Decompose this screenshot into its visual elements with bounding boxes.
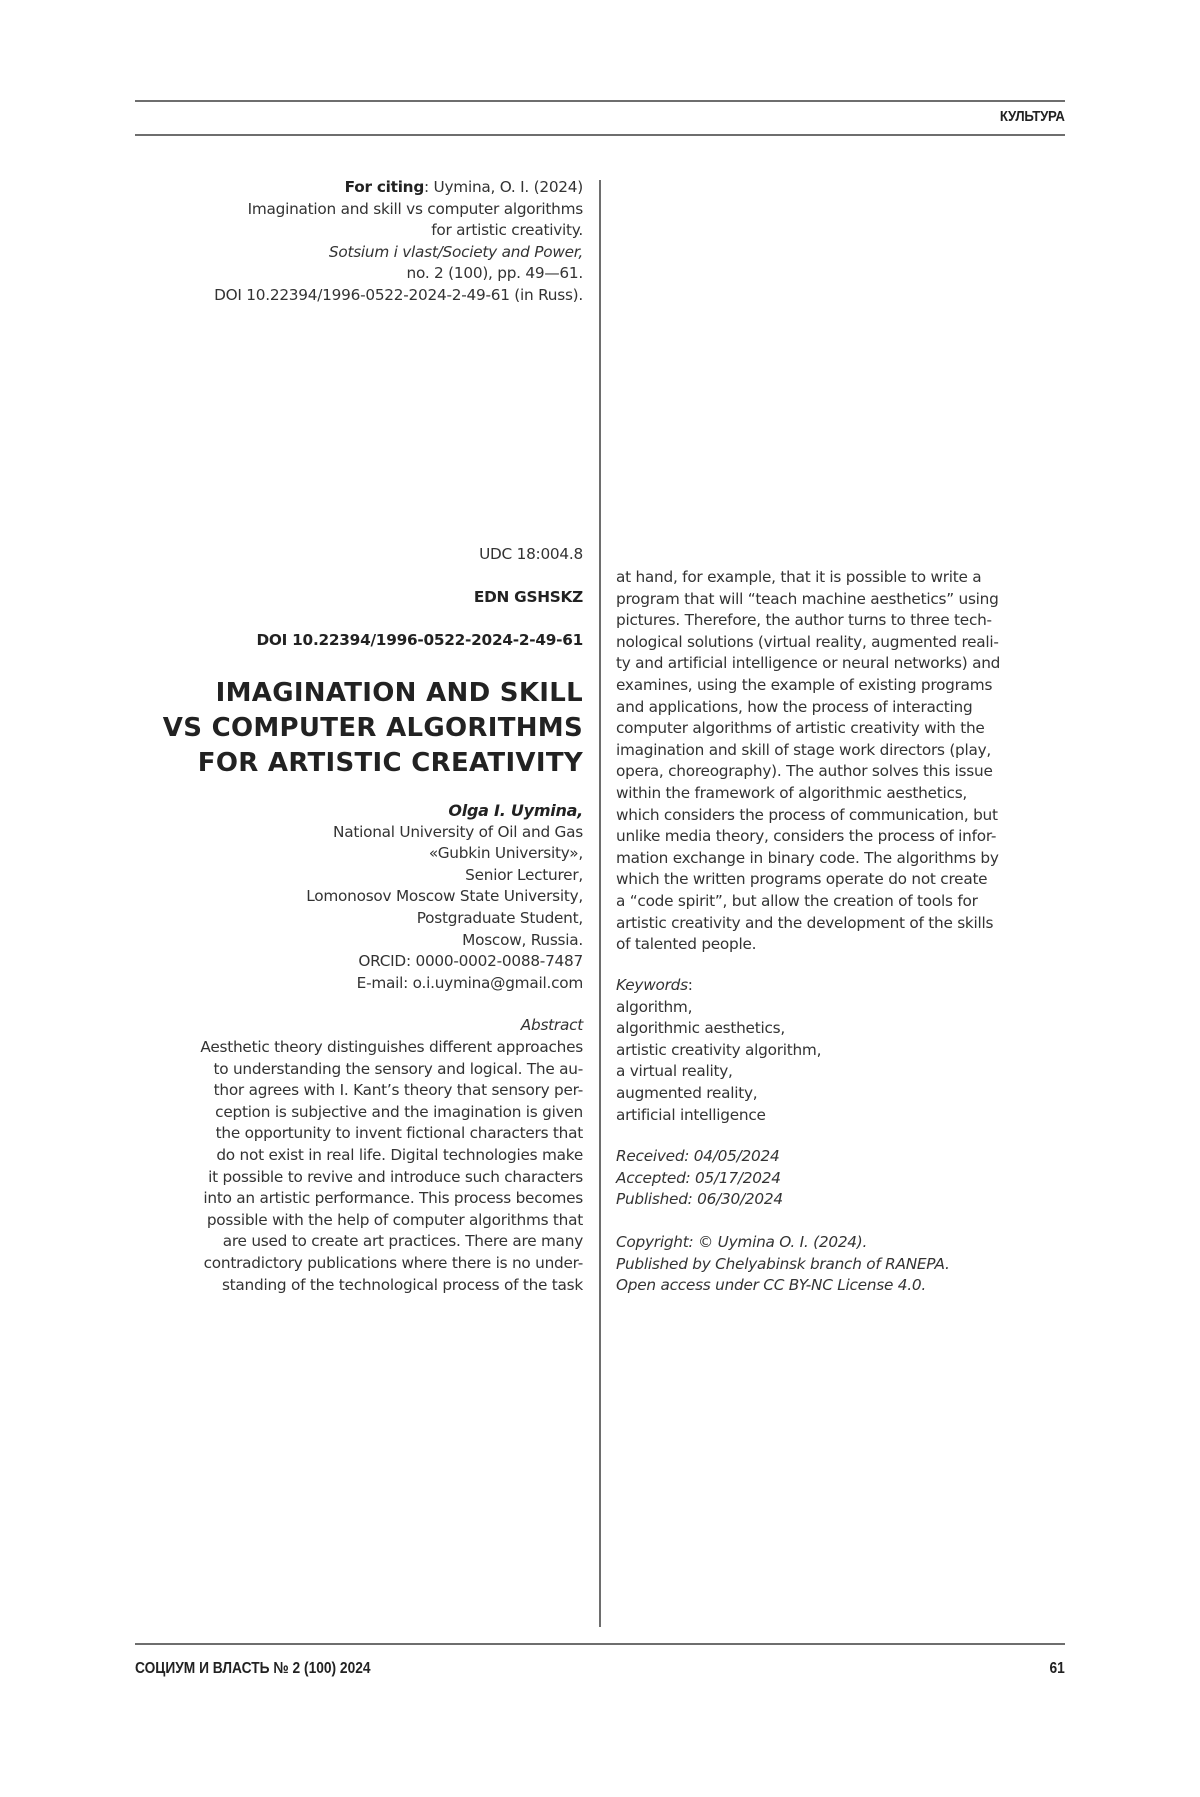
doi-link[interactable]: DOI 10.22394/1996-0522-2024-2-49-61 (256, 631, 583, 649)
author-block (135, 800, 583, 994)
abstract-line: to understanding the sensory and logical. The au- (213, 1059, 583, 1078)
keyword-item: algorithmic aesthetics, (616, 1019, 785, 1038)
published-date: Published: 06/30/2024 (616, 1190, 783, 1209)
abstract-line: at hand, for example, that it is possible to write a (616, 568, 982, 586)
author-affiliation: National University of Oil and Gas (333, 822, 583, 841)
abstract-line: a “code spirit”, but allow the creation of tools for (616, 891, 978, 910)
copyright-line: Copyright: © Uymina O. I. (2024). (616, 1233, 868, 1251)
copyright-block (616, 1232, 1068, 1297)
citation-label: For citing (344, 178, 425, 196)
accepted-date: Accepted: 05/17/2024 (616, 1168, 781, 1187)
license-line: Open access under CC BY-NC License 4.0. (616, 1276, 926, 1295)
citation-issue-pages: no. 2 (100), pp. 49—61. (406, 264, 583, 283)
citation-journal: Sotsium i vlast/Society and Power, (328, 242, 583, 261)
publisher-line: Published by Chelyabinsk branch of RANEPA. (616, 1254, 950, 1273)
abstract-line: mation exchange in binary code. The algorithms by (616, 848, 999, 867)
keywords-block: Keywords: algorithm, algorithmic aesthetics, artistic creativity algorithm, a virtual reality, augmented reality, artificial intelligence (616, 975, 1068, 1126)
received-date: Received: 04/05/2024 (616, 1147, 780, 1165)
abstract-line: pictures. Therefore, the author turns to three tech- (616, 611, 992, 630)
keyword-item: a virtual reality, (616, 1062, 733, 1081)
abstract-line: unlike media theory, considers the process of infor- (616, 827, 997, 846)
header-bottom-rule (135, 134, 1065, 136)
udc-code: UDC 18:004.8 (479, 545, 583, 563)
abstract-line: which considers the process of communication, but (616, 805, 998, 824)
author-name: Olga I. Uymina, (448, 801, 583, 820)
author-email[interactable]: E-mail: o.i.uymina@gmail.com (356, 973, 583, 992)
abstract-line: do not exist in real life. Digital technologies make (216, 1145, 583, 1164)
abstract-line: ception is subjective and the imagination is given (215, 1102, 583, 1121)
author-location: Moscow, Russia. (462, 930, 583, 949)
edn-code: EDN GSHSKZ (473, 588, 583, 606)
abstract-line: possible with the help of computer algorithms that (206, 1210, 583, 1229)
header-top-rule (135, 100, 1065, 102)
author-position: Postgraduate Student, (416, 908, 583, 927)
citation-author-year: : Uymina, O. I. (2024) (424, 178, 583, 196)
article-title (135, 676, 583, 781)
author-affiliation: «Gubkin University», (428, 844, 583, 863)
abstract-line: contradictory publications where there is no under- (203, 1253, 583, 1272)
title-line: VS COMPUTER ALGORITHMS (162, 713, 583, 743)
keyword-item: artistic creativity algorithm, (616, 1040, 822, 1059)
journal-issue-footer: СОЦИУМ И ВЛАСТЬ № 2 (100) 2024 (135, 1660, 371, 1677)
abstract-line: which the written programs operate do not create (616, 870, 988, 889)
author-affiliation: Lomonosov Moscow State University, (306, 887, 583, 906)
abstract-line: examines, using the example of existing programs (616, 675, 993, 694)
abstract-line: ty and artificial intelligence or neural networks) and (616, 654, 1001, 673)
page-number: 61 (1049, 1660, 1065, 1677)
author-orcid[interactable]: ORCID: 0000-0002-0088-7487 (358, 952, 583, 971)
citation-title-line2: for artistic creativity. (431, 221, 583, 240)
keyword-item: algorithm, (616, 997, 693, 1016)
citation-block (135, 177, 583, 307)
keyword-item: augmented reality, (616, 1083, 758, 1102)
title-line: IMAGINATION AND SKILL (215, 678, 583, 708)
publication-dates (616, 1146, 1068, 1211)
abstract-text-right (616, 567, 1068, 956)
abstract-line: within the framework of algorithmic aesthetics, (616, 783, 968, 802)
section-label: КУЛЬТУРА (1000, 108, 1065, 125)
abstract-text-left (135, 1037, 583, 1296)
abstract-line: standing of the technological process of the task (221, 1275, 583, 1294)
abstract-line: nological solutions (virtual reality, augmented reali- (616, 632, 999, 651)
column-divider (599, 180, 601, 1627)
abstract-line: thor agrees with I. Kant’s theory that sensory per- (213, 1081, 583, 1100)
abstract-line: Aesthetic theory distinguishes different approaches (200, 1038, 583, 1056)
abstract-line: are used to create art practices. There are many (222, 1232, 583, 1251)
abstract-line: and applications, how the process of interacting (616, 697, 973, 716)
footer-rule (135, 1643, 1065, 1645)
citation-title-line1: Imagination and skill vs computer algorithms (247, 199, 583, 218)
keywords-label: Keywords (616, 976, 688, 994)
citation-doi[interactable]: DOI 10.22394/1996-0522-2024-2-49-61 (in Russ). (214, 285, 583, 304)
abstract-line: opera, choreography). The author solves this issue (616, 762, 993, 781)
abstract-line: program that will “teach machine aesthetics” using (616, 589, 999, 608)
title-line: FOR ARTISTIC CREATIVITY (197, 748, 583, 778)
abstract-line: computer algorithms of artistic creativity with the (616, 719, 985, 738)
abstract-line: artistic creativity and the development of the skills (616, 913, 994, 932)
abstract-line: it possible to revive and introduce such characters (208, 1167, 583, 1186)
abstract-line: the opportunity to invent fictional characters that (215, 1124, 583, 1143)
abstract-line: imagination and skill of stage work directors (play, (616, 740, 992, 759)
abstract-line: into an artistic performance. This process becomes (203, 1189, 583, 1208)
abstract-label: Abstract (520, 1016, 583, 1034)
author-position: Senior Lecturer, (465, 865, 583, 884)
abstract-line: of talented people. (616, 935, 757, 954)
keyword-item: artificial intelligence (616, 1105, 766, 1124)
